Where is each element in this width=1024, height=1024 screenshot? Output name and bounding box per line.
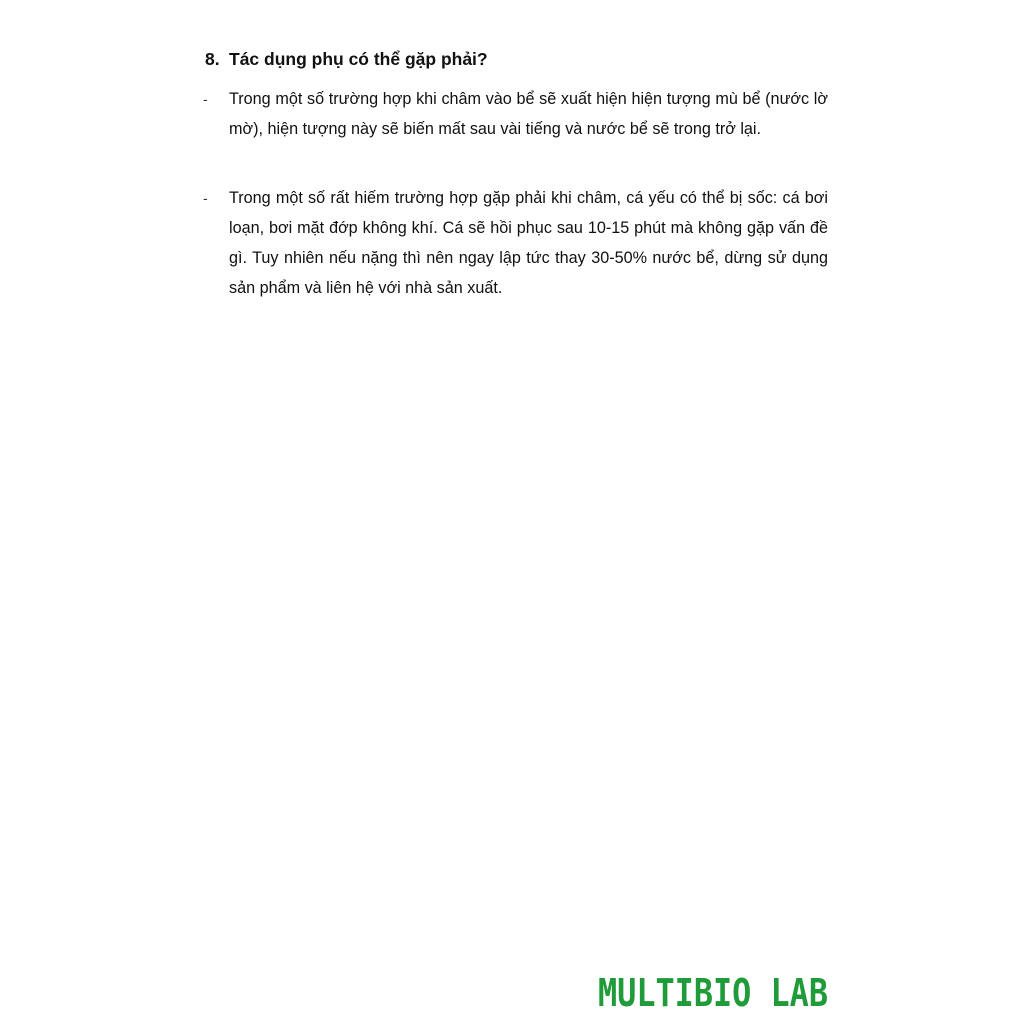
bullet-marker: - — [203, 190, 208, 206]
brand-logo-text: MULTIBIO LAB — [598, 971, 828, 1015]
list-item-text: Trong một số rất hiếm trường hợp gặp phải khi châm, cá yếu có thể bị sốc: cá bơi loạn, bơi mặt đớp không khí. Cá sẽ hồi phục sau 10-15 phút mà không gặp vấn đề gì. Tuy nhiên nếu nặng thì nên ngay lập tức thay 30-50% nước bể, dừng sử dụng sản phẩm và liên hệ với nhà sản xuất. — [229, 189, 828, 297]
list-item-text: Trong một số trường hợp khi châm vào bể sẽ xuất hiện hiện tượng mù bể (nước lờ mờ), hiện tượng này sẽ biến mất sau vài tiếng và nước bể sẽ trong trở lại. — [229, 90, 828, 138]
brand-logo — [598, 968, 830, 1016]
section-title: Tác dụng phụ có thể gặp phải? — [229, 49, 488, 69]
bullet-marker: - — [203, 91, 208, 107]
section-heading — [205, 46, 828, 72]
list-item — [203, 84, 828, 144]
section-number: 8. — [205, 49, 220, 69]
brand-logo-graphic — [598, 968, 830, 1016]
list-item — [203, 183, 828, 303]
